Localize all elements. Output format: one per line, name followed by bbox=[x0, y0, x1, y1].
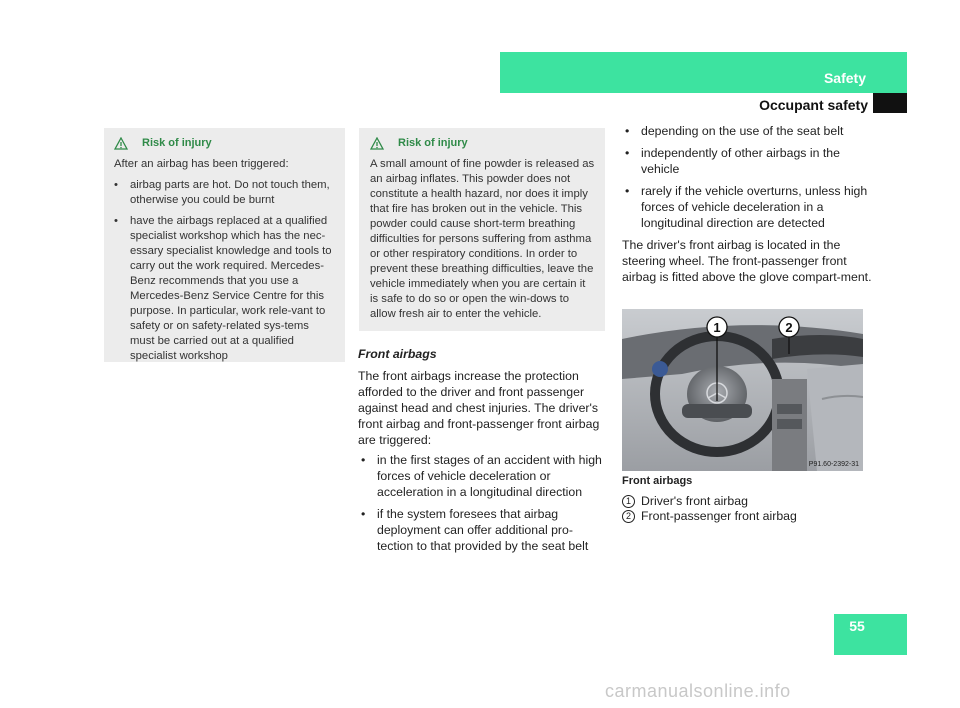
callout-1: 1 bbox=[713, 320, 721, 335]
watermark-text: carmanualsonline.info bbox=[605, 681, 791, 701]
warning-list-item: • airbag parts are hot. Do not touch them, otherwise you could be burnt bbox=[114, 178, 336, 208]
dashboard-illustration bbox=[622, 309, 863, 471]
warning-text: A small amount of fine powder is released as an airbag inflates. This powder does not constitute a health hazard, nor does it imply that fire has broken out in the vehicle. This powder could cause short-term breathing difficulties for persons suffering from asthma or other respiratory conditions. In order to prevent these breathing difficulties, leave the vehicle immediately when you are certain it is safe to do so or open the win-dows to allow fresh air to enter the vehicle. bbox=[370, 158, 595, 320]
legend-number: 2 bbox=[622, 510, 635, 523]
legend-item bbox=[622, 494, 797, 509]
list-item: • in the first stages of an accident with high forces of vehicle deceleration or acceleration in a longitudinal direction bbox=[358, 452, 608, 500]
header-marker bbox=[873, 93, 907, 113]
image-code: P91.60-2392-31 bbox=[808, 461, 859, 468]
warning-box-powder bbox=[359, 128, 605, 331]
legend-item bbox=[622, 509, 797, 524]
section-heading: Front airbags bbox=[358, 347, 437, 361]
airbag-photo bbox=[622, 309, 863, 471]
warning-title: Risk of injury bbox=[142, 137, 212, 149]
warning-header bbox=[370, 136, 596, 151]
front-airbags-section bbox=[358, 346, 608, 560]
figure-legend bbox=[622, 494, 797, 524]
continuation-column bbox=[622, 123, 872, 289]
list-item: • if the system foresees that airbag deployment can offer additional pro-tection to that provided by the seat belt bbox=[358, 506, 608, 554]
location-paragraph: The driver's front airbag is located in the steering wheel. The front-passenger front airbag is fitted above the glove compart-ment. bbox=[622, 238, 872, 284]
warning-title: Risk of injury bbox=[398, 137, 468, 149]
warning-list bbox=[114, 178, 336, 364]
callout-2: 2 bbox=[785, 320, 793, 335]
legend-text: Front-passenger front airbag bbox=[641, 509, 797, 523]
warning-list-item: • have the airbags replaced at a qualified specialist workshop which has the nec-essary specialist knowledge and tools to carry out the work required. Mercedes-Benz recommends that you use a Mercedes-Benz Service Centre for this purpose. In particular, work rele-vant to safety or on safety-related sys-tems must be carried out at a qualified specialist workshop bbox=[114, 214, 336, 364]
list-item: • independently of other airbags in the vehicle bbox=[622, 145, 872, 177]
trigger-list bbox=[358, 452, 608, 554]
page-number: 55 bbox=[849, 618, 865, 634]
subsection-title: Occupant safety bbox=[759, 97, 868, 113]
warning-intro: After an airbag has been triggered: bbox=[114, 158, 289, 170]
legend-text: Driver's front airbag bbox=[641, 494, 748, 508]
list-item: • rarely if the vehicle overturns, unless high forces of vehicle deceleration in a longitudinal direction are detected bbox=[622, 183, 872, 231]
section-title: Safety bbox=[823, 70, 866, 86]
legend-number: 1 bbox=[622, 495, 635, 508]
warning-triangle-icon bbox=[114, 137, 128, 150]
warning-box-burn bbox=[104, 128, 345, 362]
warning-triangle-icon bbox=[370, 137, 384, 150]
figure-caption: Front airbags bbox=[622, 475, 693, 487]
list-item: • depending on the use of the seat belt bbox=[622, 123, 872, 139]
warning-header bbox=[114, 136, 336, 151]
trigger-list-continued bbox=[622, 123, 872, 231]
section-intro: The front airbags increase the protection afforded to the driver and front passenger against head and chest injuries. The driver's front airbag and front-passenger front airbag are triggered: bbox=[358, 369, 600, 447]
